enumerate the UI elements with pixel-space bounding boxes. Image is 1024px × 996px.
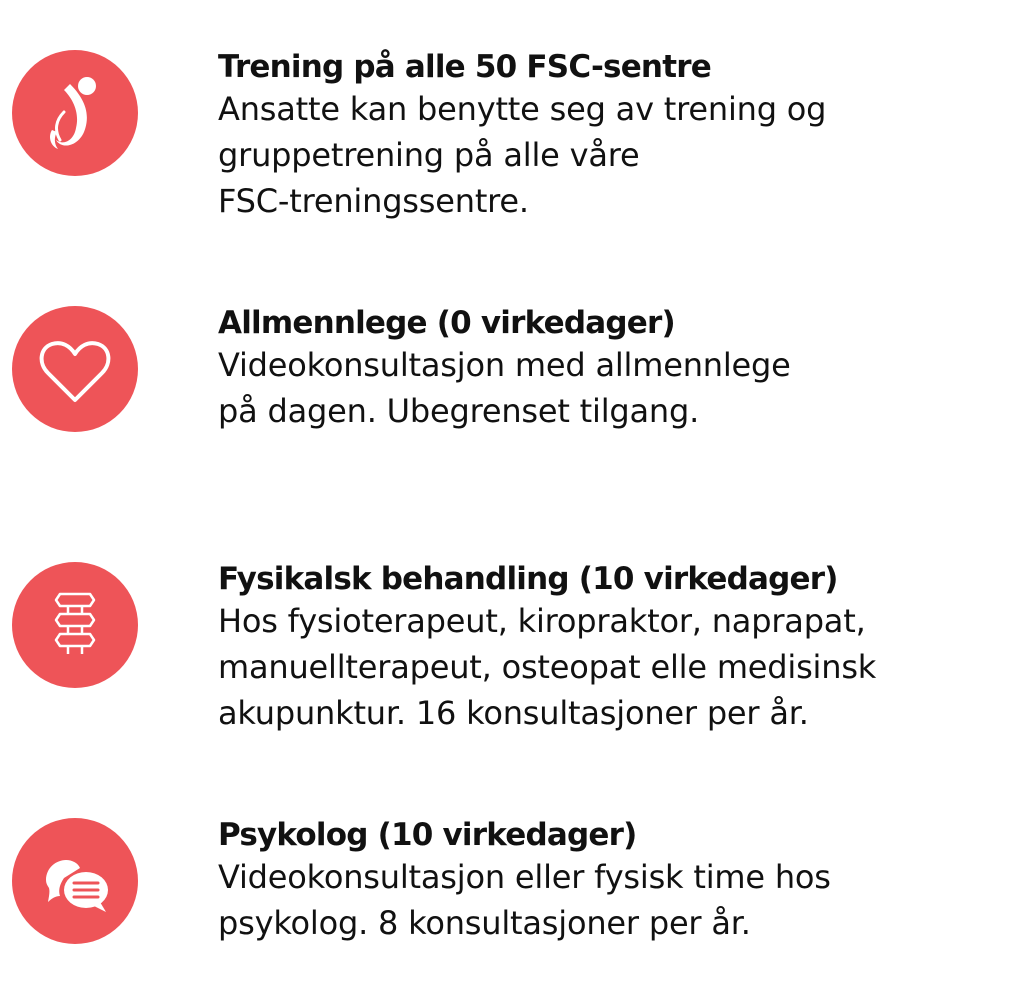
benefit-description <box>218 854 1008 946</box>
description-line: manuellterapeut, osteopat elle medisinsk <box>218 648 877 686</box>
spine-icon <box>12 562 138 688</box>
description-line: Videokonsultasjon eller fysisk time hos <box>218 858 831 896</box>
description-line: på dagen. Ubegrenset tilgang. <box>218 392 700 430</box>
benefit-description <box>218 86 1008 224</box>
training-figure-icon <box>12 50 138 176</box>
description-line: akupunktur. 16 konsultasjoner per år. <box>218 694 809 732</box>
description-line: Videokonsultasjon med allmennlege <box>218 346 791 384</box>
description-line: Ansatte kan benytte seg av trening og <box>218 90 827 128</box>
benefit-title: Fysikalsk behandling (10 virkedager) <box>218 561 838 597</box>
description-line: Hos fysioterapeut, kiropraktor, naprapat, <box>218 602 866 640</box>
benefit-description <box>218 342 1008 434</box>
description-line: gruppetrening på alle våre <box>218 136 640 174</box>
description-line: FSC-treningssentre. <box>218 182 529 220</box>
heart-icon <box>12 306 138 432</box>
benefit-description <box>218 598 1008 736</box>
benefit-title: Psykolog (10 virkedager) <box>218 817 637 853</box>
chat-bubbles-icon <box>12 818 138 944</box>
description-line: psykolog. 8 konsultasjoner per år. <box>218 904 751 942</box>
benefit-title: Allmennlege (0 virkedager) <box>218 305 675 341</box>
benefit-title: Trening på alle 50 FSC-sentre <box>218 49 711 85</box>
